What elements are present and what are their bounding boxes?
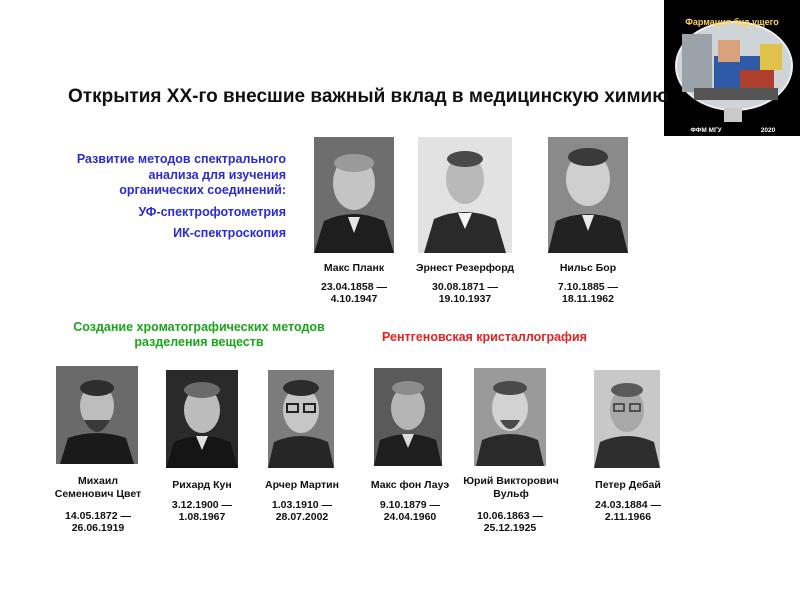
logo-faculty-text: ФФМ МГУ [690, 127, 722, 134]
scientist-name [38, 475, 158, 501]
portrait-photo [474, 368, 546, 466]
portrait-photo [268, 370, 334, 468]
chromatography-line: разделения веществ [134, 335, 264, 349]
spectral-heading-line: органических соединений: [119, 183, 286, 197]
death-date: 18.11.1962 [562, 293, 614, 305]
birth-date: 1.03.1910 — [271, 499, 333, 511]
scientist-dates [40, 510, 156, 534]
portrait-photo [548, 137, 628, 253]
spectral-analysis-block [40, 152, 286, 242]
scientist-name-line: Семенович Цвет [54, 488, 142, 500]
slide-title: Открытия XX-го внесшие важный вклад в медицинскую химию [68, 86, 669, 107]
scientist-name-line: Вульф [493, 488, 529, 500]
scientist-name-line: Петер Дебай [595, 479, 661, 491]
faculty-logo [664, 0, 800, 136]
birth-date: 14.05.1872 — [65, 510, 131, 522]
scientist-name [244, 479, 360, 492]
scientist-name [456, 475, 566, 501]
spectral-heading-line: Развитие методов спектрального [76, 152, 286, 166]
portrait-photo [594, 370, 660, 468]
death-date: 19.10.1937 [438, 293, 492, 305]
scientist-dates [144, 499, 260, 523]
scientist-name-line: Рихард Кун [172, 479, 232, 491]
scientist-name: Эрнест Резерфорд [415, 262, 515, 274]
scientist-name-line: Арчер Мартин [265, 479, 339, 491]
spectral-heading-line: анализа для изучения [148, 167, 286, 182]
birth-date: 7.10.1885 — [557, 281, 619, 293]
ir-spectroscopy-label: ИК-спектроскопия [173, 226, 286, 240]
portrait-photo [374, 368, 442, 466]
chromatography-block [58, 320, 340, 350]
portrait-photo [418, 137, 512, 253]
scientist-dates [244, 499, 360, 523]
portrait-photo [314, 137, 394, 253]
birth-date: 3.12.1900 — [171, 499, 233, 511]
scientist-dates [407, 281, 523, 305]
logo-year-text: 2020 [760, 127, 776, 134]
chromatography-line: Создание хроматографических методов [73, 320, 325, 334]
scientist-name: Нильс Бор [559, 262, 617, 274]
logo-top-text: Фармация буд ущего [685, 17, 779, 27]
birth-date: 23.04.1858 — [321, 281, 387, 293]
death-date: 26.06.1919 [71, 522, 125, 534]
uv-spectrophotometry-label: УФ-спектрофотометрия [138, 204, 286, 219]
scientist-name-line: Макс фон Лауэ [370, 479, 450, 491]
scientist-name [570, 479, 686, 492]
death-date: 25.12.1925 [483, 522, 537, 534]
scientist-name-line: Юрий Викторович [463, 475, 559, 487]
death-date: 1.08.1967 [178, 511, 226, 523]
scientist-dates [296, 281, 412, 305]
scientist-name [144, 479, 260, 492]
xray-crystallography-label: Рентгеновская кристаллография [382, 330, 587, 344]
death-date: 28.07.2002 [275, 511, 329, 523]
scientist-name [352, 479, 468, 492]
scientist-dates [352, 499, 468, 523]
scientist-name: Макс Планк [323, 262, 385, 274]
death-date: 4.10.1947 [330, 293, 378, 305]
death-date: 24.04.1960 [383, 511, 437, 523]
birth-date: 9.10.1879 — [379, 499, 441, 511]
death-date: 2.11.1966 [604, 511, 652, 523]
scientist-dates [530, 281, 646, 305]
scientist-dates [452, 510, 568, 534]
birth-date: 10.06.1863 — [477, 510, 543, 522]
birth-date: 24.03.1884 — [595, 499, 661, 511]
scientist-dates [570, 499, 686, 523]
portrait-photo [56, 366, 138, 464]
scientist-name-line: Михаил [77, 475, 118, 487]
birth-date: 30.08.1871 — [432, 281, 498, 293]
portrait-photo [166, 370, 238, 468]
